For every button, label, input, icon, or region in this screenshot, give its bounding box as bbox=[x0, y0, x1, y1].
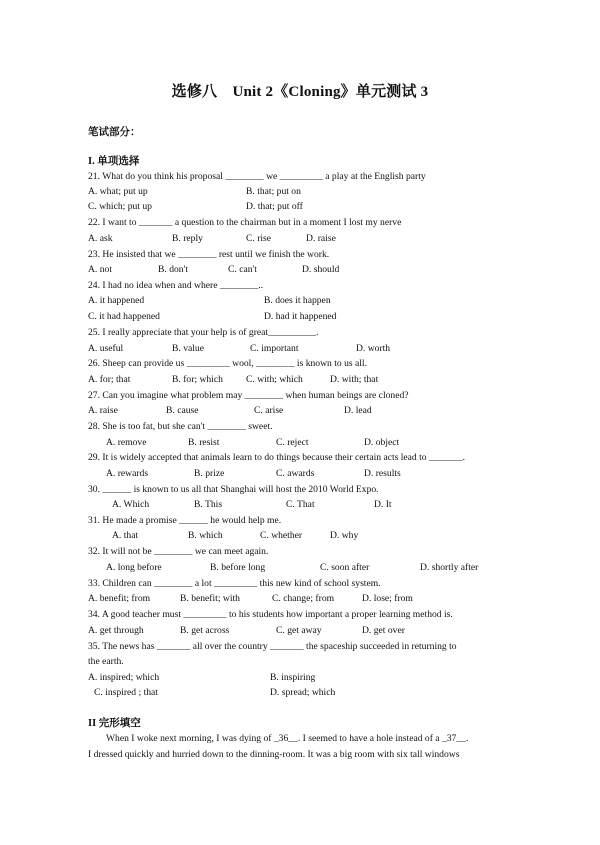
option-29-b: B. prize bbox=[194, 468, 225, 479]
option-21-c: C. which; put up bbox=[88, 201, 152, 212]
question-23: 23. He insisted that we ________ rest until we finish the work. bbox=[88, 249, 330, 260]
option-31-d: D. why bbox=[330, 530, 359, 541]
option-29-a: A. rewards bbox=[106, 468, 149, 479]
question-25: 25. I really appreciate that your help is of great__________. bbox=[88, 327, 319, 338]
option-28-c: C. reject bbox=[276, 437, 309, 448]
question-31: 31. He made a promise ______ he would help me. bbox=[88, 515, 282, 526]
option-26-d: D. with; that bbox=[330, 374, 379, 385]
option-33-d: D. lose; from bbox=[362, 593, 413, 604]
option-21-b: B. that; put on bbox=[246, 186, 301, 197]
option-35-d: D. spread; which bbox=[270, 687, 336, 698]
option-34-d: D. get over bbox=[362, 625, 405, 636]
option-24-d: D. had it happened bbox=[264, 311, 337, 322]
option-26-c: C. with; which bbox=[246, 374, 303, 385]
option-25-a: A. useful bbox=[88, 343, 124, 354]
question-29: 29. It is widely accepted that animals learn to do things because their certain acts lead to _______. bbox=[88, 452, 465, 463]
question-35: 35. The news has _______ all over the country _______ the spaceship succeeded in returning to bbox=[88, 641, 457, 652]
option-26-a: A. for; that bbox=[88, 374, 131, 385]
question-35-continued: the earth. bbox=[88, 656, 124, 667]
option-35-b: B. inspiring bbox=[270, 672, 316, 683]
option-25-b: B. value bbox=[172, 343, 204, 354]
option-21-a: A. what; put up bbox=[88, 186, 148, 197]
option-27-c: C. arise bbox=[254, 405, 284, 416]
option-34-b: B. get across bbox=[180, 625, 230, 636]
option-30-c: C. That bbox=[286, 499, 315, 510]
option-25-d: D. worth bbox=[356, 343, 391, 354]
question-24: 24. I had no idea when and where ________.. bbox=[88, 280, 264, 291]
question-34: 34. A good teacher must _________ to his students how important a proper learning method is. bbox=[88, 609, 453, 620]
option-30-d: D. It bbox=[374, 499, 392, 510]
option-31-a: A. that bbox=[112, 530, 139, 541]
option-25-c: C. important bbox=[250, 343, 299, 354]
option-23-c: C. can't bbox=[228, 264, 257, 275]
option-22-d: D. raise bbox=[306, 233, 336, 244]
option-35-a: A. inspired; which bbox=[88, 672, 160, 683]
option-32-c: C. soon after bbox=[320, 562, 370, 573]
option-21-d: D. that; put off bbox=[246, 201, 303, 212]
option-27-a: A. raise bbox=[88, 405, 118, 416]
option-22-c: C. rise bbox=[246, 233, 272, 244]
option-34-c: C. get away bbox=[276, 625, 322, 636]
option-33-a: A. benefit; from bbox=[88, 593, 151, 604]
option-33-c: C. change; from bbox=[272, 593, 335, 604]
option-27-d: D. lead bbox=[344, 405, 372, 416]
option-34-a: A. get through bbox=[88, 625, 144, 636]
question-27: 27. Can you imagine what problem may ________ when human beings are cloned? bbox=[88, 390, 409, 401]
question-32: 32. It will not be ________ we can meet again. bbox=[88, 546, 269, 557]
option-32-a: A. long before bbox=[106, 562, 162, 573]
option-22-b: B. reply bbox=[172, 233, 203, 244]
question-22: 22. I want to _______ a question to the chairman but in a moment I lost my nerve bbox=[88, 217, 402, 228]
cloze-line-1: When I woke next morning, I was dying of _36__. I seemed to have a hole instead of a _37__. bbox=[106, 733, 469, 744]
option-22-a: A. ask bbox=[88, 233, 113, 244]
option-33-b: B. benefit; with bbox=[180, 593, 240, 604]
option-23-a: A. not bbox=[88, 264, 112, 275]
option-28-d: D. object bbox=[364, 437, 400, 448]
section-1-heading: I. 单项选择 bbox=[88, 156, 140, 167]
option-30-b: B. This bbox=[194, 499, 223, 510]
option-24-c: C. it had happened bbox=[88, 311, 160, 322]
option-24-b: B. does it happen bbox=[264, 295, 331, 306]
option-28-a: A. remove bbox=[106, 437, 147, 448]
option-30-a: A. Which bbox=[112, 499, 150, 510]
option-32-b: B. before long bbox=[210, 562, 266, 573]
option-32-d: D. shortly after bbox=[420, 562, 479, 573]
question-21: 21. What do you think his proposal ________ we _________ a play at the English party bbox=[88, 171, 426, 182]
question-30: 30. ______ is known to us all that Shanghai will host the 2010 World Expo. bbox=[88, 484, 379, 495]
written-part-heading: 笔试部分： bbox=[88, 127, 141, 138]
cloze-line-2: I dressed quickly and hurried down to the dinning-room. It was a big room with six tall windows bbox=[88, 749, 460, 760]
option-29-d: D. results bbox=[364, 468, 401, 479]
option-35-c: C. inspired ; that bbox=[94, 687, 158, 698]
question-33: 33. Children can ________ a lot _________ this new kind of school system. bbox=[88, 578, 381, 589]
option-23-d: D. should bbox=[302, 264, 340, 275]
question-26: 26. Sheep can provide us _________ wool, ________ is known to us all. bbox=[88, 358, 367, 369]
option-27-b: B. cause bbox=[166, 405, 199, 416]
section-2-heading: II 完形填空 bbox=[88, 718, 141, 729]
option-29-c: C. awards bbox=[276, 468, 315, 479]
option-26-b: B. for; which bbox=[172, 374, 223, 385]
option-28-b: B. resist bbox=[188, 437, 220, 448]
option-23-b: B. don't bbox=[158, 264, 188, 275]
option-31-b: B. which bbox=[188, 530, 223, 541]
option-31-c: C. whether bbox=[260, 530, 303, 541]
option-24-a: A. it happened bbox=[88, 295, 145, 306]
question-28: 28. She is too fat, but she can't ________ sweet. bbox=[88, 421, 273, 432]
page-title: 选修八 Unit 2《Cloning》单元测试 3 bbox=[171, 84, 429, 100]
